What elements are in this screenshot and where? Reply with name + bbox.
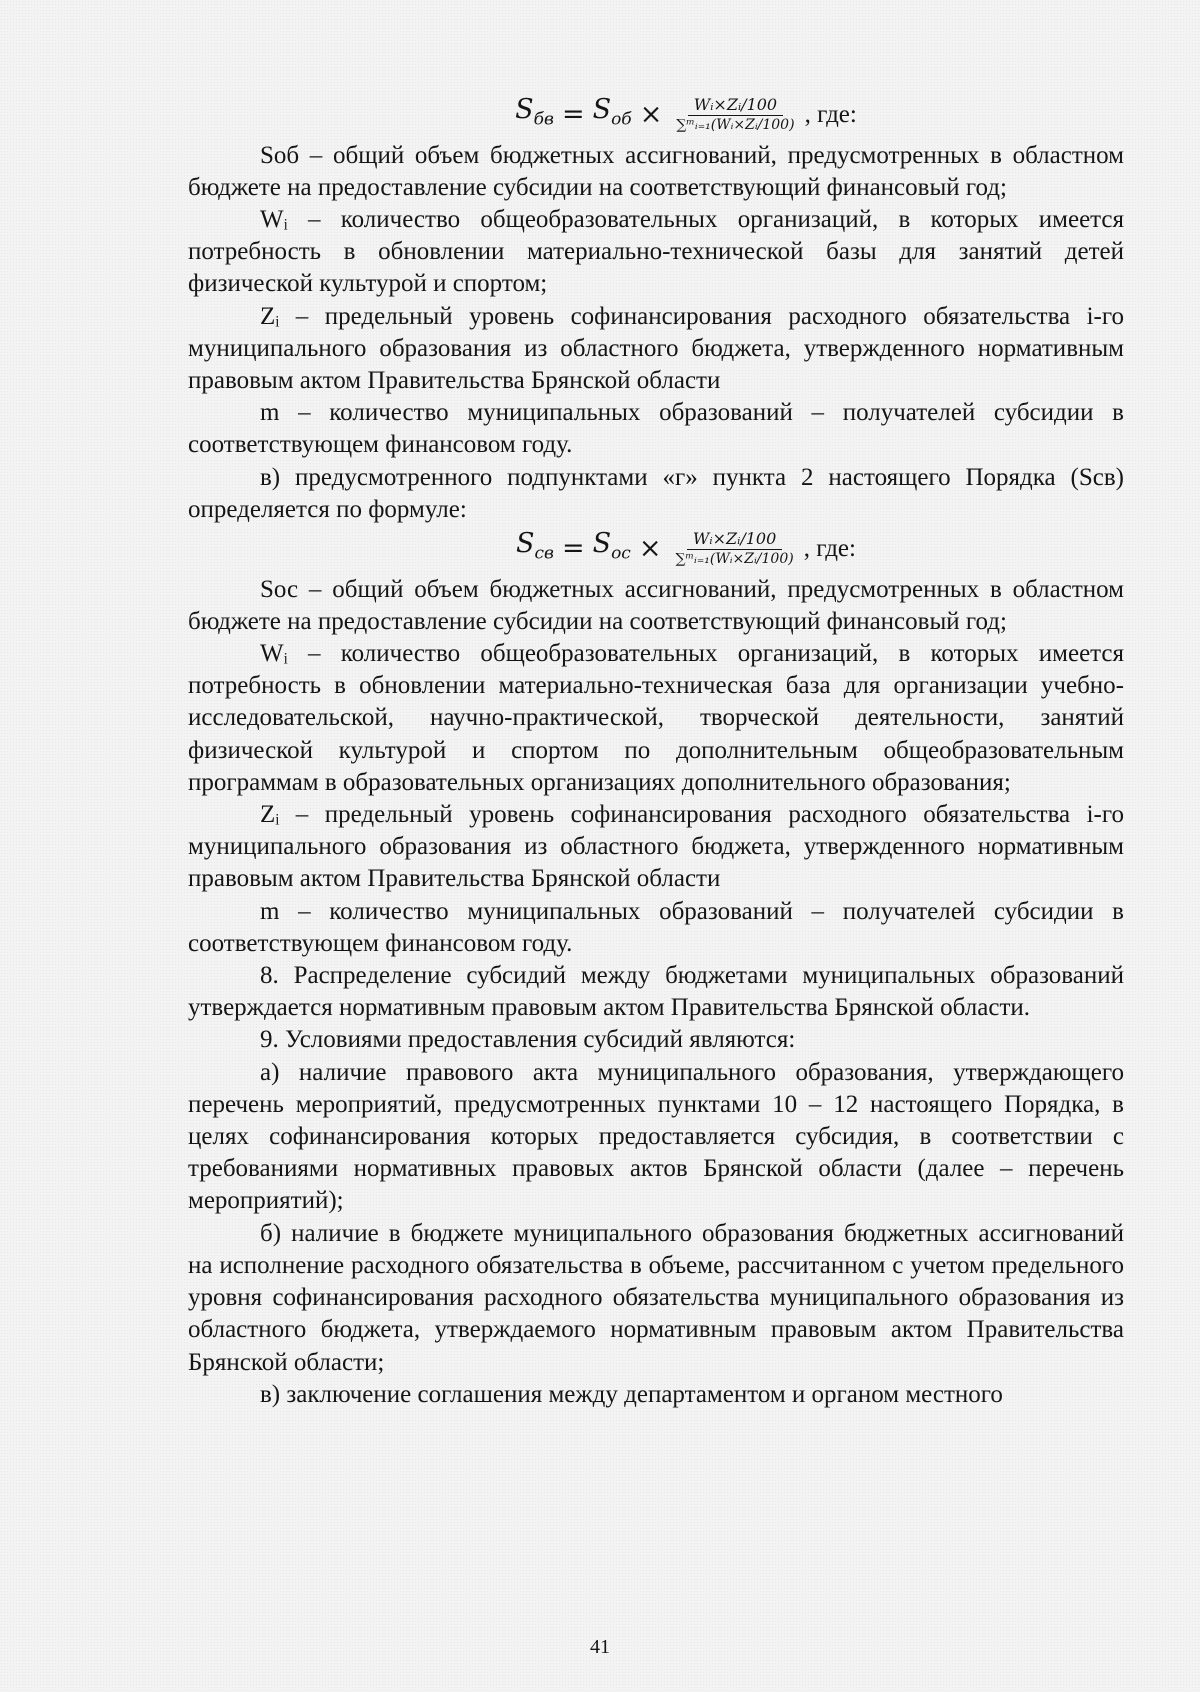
formula-fraction [672,95,798,134]
formula-where: , где: [804,100,857,128]
paragraph: Sос – общий объем бюджетных ассигнований, предусмотренных в областном бюджете на предоставление субсидии на соответствующий финансовый год; [188,575,1124,635]
formula-where: , где: [803,534,856,562]
formula-rhs: $S_{об}$ [592,94,632,130]
paragraph: Wᵢ – количество общеобразовательных организаций, в которых имеется потребность в обновлении материально-техническая база для организации учебно-исследовательской, научно-практической, творческой деятельности, занятий физической культурой и спортом по дополнительным общеобразовательным программам в образовательных организациях дополнительного образования; [188,640,1124,796]
formula-rhs: $S_{ос}$ [592,528,631,564]
paragraph: 9. Условиями предоставления субсидий являются: [260,1026,796,1054]
paragraph: Wᵢ – количество общеобразовательных организаций, в которых имеется потребность в обновлении материально-технической базы для занятий детей физической культурой и спортом; [188,206,1124,298]
fraction-denominator: ∑ᵐᵢ₌₁(Wᵢ×Zᵢ/100) [676,117,795,134]
formula-times: × [638,532,662,564]
paragraph: Zᵢ – предельный уровень софинансирования расходного обязательства i-го муниципального образования из областного бюджета, утвержденного нормативным правовым актом Правительства Брянской области [188,801,1124,893]
fraction-numerator: Wᵢ×Zᵢ/100 [688,95,783,116]
paragraph: Zᵢ – предельный уровень софинансирования расходного обязательства i-го муниципального образования из областного бюджета, утвержденного нормативным правовым актом Правительства Брянской области [188,302,1124,395]
paragraph: а) наличие правового акта муниципального образования, утверждающего перечень мероприятий, предусмотренных пунктами 10 – 12 настоящего Порядка, в целях софинансирования которых предоставляется субсидия, в соответствии с требованиями нормативных правовых актов Брянской области (далее – перечень мероприятий); [188,1058,1124,1215]
formula-equals: = [561,532,585,564]
formula-times: × [639,98,663,130]
formula-equals: = [561,98,585,130]
formula-ssv [188,528,1124,570]
paragraph: 8. Распределение субсидий между бюджетами муниципальных образований утверждается нормативным правовым актом Правительства Брянской области. [188,962,1124,1022]
paragraph: б) наличие в бюджете муниципального образования бюджетных ассигнований на исполнение расходного обязательства в объеме, рассчитанном с учетом предельного уровня софинансирования расходного обязательства муниципального образования из областного бюджета, утверждаемого нормативным правовым актом Правительства Брянской области; [188,1219,1124,1376]
formula-lhs: $S_{св}$ [516,528,554,564]
formula-fraction [671,529,797,568]
fraction-denominator: ∑ᵐᵢ₌₁(Wᵢ×Zᵢ/100) [675,551,794,568]
formula-sbv [188,94,1124,136]
paragraph: m – количество муниципальных образований – получателей субсидии в соответствующем финансовом году. [188,399,1124,459]
page-content [188,92,1124,1411]
paragraph: в) заключение соглашения между департаментом и органом местного [260,1380,1003,1408]
paragraph: в) предусмотренного подпунктами «г» пункта 2 настоящего Порядка (Sсв) определяется по формуле: [188,463,1124,523]
paragraph: Sоб – общий объем бюджетных ассигнований, предусмотренных в областном бюджете на предоставление субсидии на соответствующий финансовый год; [188,141,1124,201]
paragraph: m – количество муниципальных образований – получателей субсидии в соответствующем финансовом году. [188,897,1124,957]
formula-lhs: $S_{бв}$ [515,94,554,130]
fraction-numerator: Wᵢ×Zᵢ/100 [687,529,782,550]
page-number: 41 [590,1636,610,1658]
